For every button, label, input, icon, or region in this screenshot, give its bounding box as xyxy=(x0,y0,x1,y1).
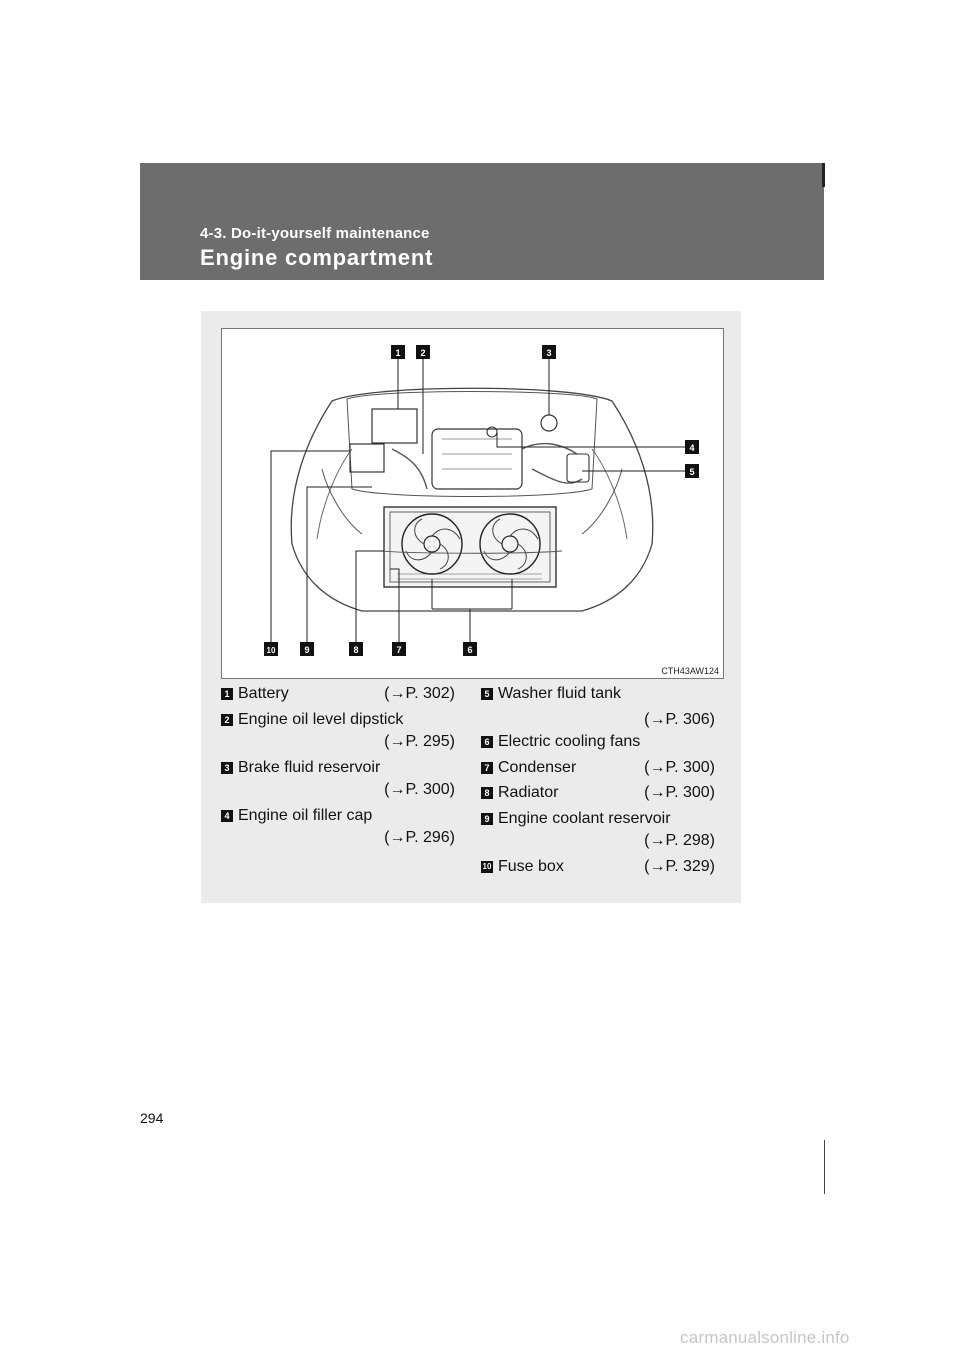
legend-number-badge: 6 xyxy=(481,736,493,748)
callout-2 xyxy=(416,345,430,359)
radiator-shape xyxy=(384,507,556,587)
svg-text:1: 1 xyxy=(395,348,401,358)
watermark: carmanualsonline.info xyxy=(680,1328,850,1347)
header-tab-marker xyxy=(822,163,825,187)
chapter-header xyxy=(140,163,824,280)
svg-text:3: 3 xyxy=(546,348,552,358)
legend-item-condenser xyxy=(481,758,715,780)
svg-text:9: 9 xyxy=(304,645,310,655)
legend-page-ref: (→P. 296) xyxy=(384,829,455,846)
legend-number-badge: 8 xyxy=(481,787,493,799)
battery-shape xyxy=(372,409,417,443)
right-headlight-outline xyxy=(582,469,622,534)
page-number: 294 xyxy=(140,1110,164,1126)
legend-item-oil-filler-cap xyxy=(221,806,455,850)
engine-hoses xyxy=(392,444,582,489)
callout-7 xyxy=(392,642,406,656)
legend-item-cooling-fans xyxy=(481,732,715,754)
engine-diagram xyxy=(221,328,724,679)
legend-number-badge: 1 xyxy=(221,688,233,700)
legend-number-badge: 5 xyxy=(481,688,493,700)
svg-text:10: 10 xyxy=(266,646,276,655)
legend-item-oil-dipstick xyxy=(221,710,455,754)
svg-text:5: 5 xyxy=(689,467,695,477)
legend-item-battery xyxy=(221,684,455,706)
svg-text:6: 6 xyxy=(467,645,473,655)
figure-code: CTH43AW124 xyxy=(661,666,719,676)
legend-item-name: Engine coolant reservoir xyxy=(498,810,671,827)
legend-page-ref: (→P. 300) xyxy=(644,759,715,776)
fuse-box-shape xyxy=(350,444,384,472)
section-title: 4-3. Do-it-yourself maintenance xyxy=(200,225,430,242)
legend-item-name: Engine oil filler cap xyxy=(238,807,373,824)
callout-4 xyxy=(685,440,699,454)
legend-page-ref: (→P. 295) xyxy=(384,733,455,750)
legend-number-badge: 4 xyxy=(221,810,233,822)
callout-3 xyxy=(542,345,556,359)
legend-item-name: Fuse box xyxy=(498,858,564,875)
left-headlight-outline xyxy=(322,469,362,534)
legend-number-badge: 10 xyxy=(482,862,492,871)
brake-reservoir-shape xyxy=(541,415,557,431)
svg-text:2: 2 xyxy=(420,348,426,358)
legend-item-name: Brake fluid reservoir xyxy=(238,759,381,776)
left-fender-line xyxy=(317,449,352,539)
legend-page-ref: (→P. 298) xyxy=(644,832,715,849)
callout-5 xyxy=(685,464,699,478)
callout-1 xyxy=(391,345,405,359)
legend-page-ref: (→P. 300) xyxy=(384,781,455,798)
legend-number-badge: 9 xyxy=(481,813,493,825)
legend-page-ref: (→P. 329) xyxy=(644,858,715,875)
legend-item-name: Washer fluid tank xyxy=(498,685,622,702)
legend-item-coolant-reservoir xyxy=(481,809,715,853)
leader-lines xyxy=(271,359,685,642)
legend-page-ref: (→P. 306) xyxy=(644,711,715,728)
legend-item-radiator xyxy=(481,783,715,805)
engine-block-shape xyxy=(432,429,522,489)
legend-item-name: Battery xyxy=(238,685,289,702)
legend-number-badge: 7 xyxy=(481,762,493,774)
legend-item-fuse-box xyxy=(481,857,715,879)
legend-item-name: Condenser xyxy=(498,759,577,776)
engine-illustration xyxy=(222,329,723,678)
legend-item-name: Radiator xyxy=(498,784,559,801)
legend-item-brake-fluid xyxy=(221,758,455,802)
legend-number-badge: 2 xyxy=(221,714,233,726)
callout-8 xyxy=(349,642,363,656)
legend-page-ref: (→P. 302) xyxy=(384,685,455,702)
callout-10 xyxy=(264,642,278,656)
right-fender-line xyxy=(592,449,627,539)
legend-page-ref: (→P. 300) xyxy=(644,784,715,801)
legend-item-name: Electric cooling fans xyxy=(498,733,641,750)
engine-detail-lines xyxy=(442,439,512,469)
svg-text:7: 7 xyxy=(396,645,402,655)
svg-text:8: 8 xyxy=(353,645,359,655)
washer-tank-shape xyxy=(567,454,589,482)
legend-item-name: Engine oil level dipstick xyxy=(238,711,404,728)
svg-text:4: 4 xyxy=(689,443,695,453)
callout-9 xyxy=(300,642,314,656)
legend-item-washer-tank xyxy=(481,684,715,728)
margin-rule xyxy=(824,1140,825,1194)
page-title: Engine compartment xyxy=(200,245,434,270)
callout-6 xyxy=(463,642,477,656)
legend-number-badge: 3 xyxy=(221,762,233,774)
